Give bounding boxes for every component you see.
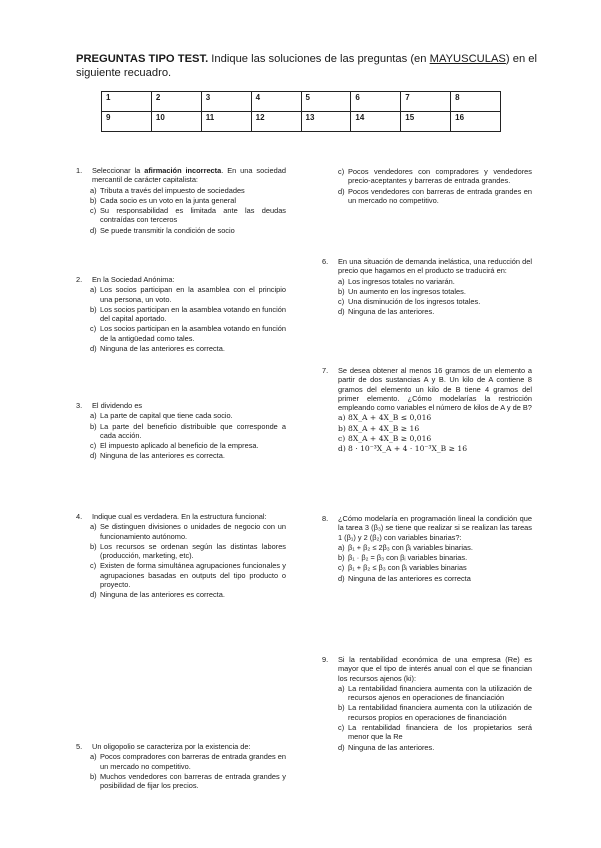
question-number: 8. xyxy=(322,514,329,523)
option[interactable]: b) Los recursos se ordenan según las distintas labores (producción, marketing, etc). xyxy=(90,541,286,561)
question-stem: Se desea obtener al menos 16 gramos de un elemento a partir de dos sustancias A y B. Un kilo de A contiene 8 gramos del elemento un kilo de B tiene 4 gramos del primer elemento. ¿Cómo modelarías la restricción empleando como variables el número de kilos de A y de B? xyxy=(338,366,532,413)
answer-cell[interactable]: 14 xyxy=(351,112,401,132)
answer-grid xyxy=(101,91,501,132)
instructions-title: PREGUNTAS TIPO TEST. xyxy=(76,53,209,65)
question-stem: Seleccionar la afirmación incorrecta. En una sociedad mercantil de carácter capitalista: xyxy=(92,166,286,185)
option[interactable]: d) Se puede transmitir la condición de socio xyxy=(90,225,235,235)
option[interactable]: d) Ninguna de las anteriores es correcta. xyxy=(90,451,225,461)
question-9 xyxy=(322,655,532,752)
answer-cell[interactable]: 10 xyxy=(151,112,201,132)
question-number: 4. xyxy=(76,512,83,521)
question-stem: En una situación de demanda inelástica, una reducción del precio que hagamos en el producto se traducirá en: xyxy=(338,257,532,276)
question-4 xyxy=(76,512,286,600)
option[interactable]: d) Ninguna de las anteriores es correcta. xyxy=(90,344,225,354)
answer-cell[interactable]: 5 xyxy=(301,92,351,112)
option[interactable]: b) Los socios participan en la asamblea votando en función del capital aportado. xyxy=(90,304,286,324)
option[interactable]: a) Los ingresos totales no variarán. xyxy=(338,276,455,286)
question-number: 3. xyxy=(76,401,83,410)
option[interactable]: a) Tributa a través del impuesto de sociedades xyxy=(90,185,245,195)
answer-cell[interactable]: 7 xyxy=(401,92,451,112)
question-5 xyxy=(76,742,286,790)
answer-cell[interactable]: 15 xyxy=(401,112,451,132)
answer-cell[interactable]: 4 xyxy=(251,92,301,112)
option[interactable]: d) Ninguna de las anteriores es correcta xyxy=(338,573,471,583)
question-stem: En la Sociedad Anónima: xyxy=(92,275,175,284)
option[interactable]: a) Los socios participan en la asamblea con el principio una persona, un voto. xyxy=(90,285,286,304)
option[interactable]: b) La rentabilidad financiera aumenta con la utilización de recursos propios en operaciones de financiación xyxy=(338,703,532,722)
option[interactable]: a) La rentabilidad financiera aumenta con la utilización de recursos ajenos en operaciones de financiación xyxy=(338,683,532,703)
option[interactable]: d) Ninguna de las anteriores. xyxy=(338,307,435,317)
option[interactable]: c) 8X_A + 4X_B ≥ 0,016 xyxy=(338,434,432,444)
answer-row xyxy=(102,92,501,112)
answer-cell[interactable]: 1 xyxy=(102,92,152,112)
option[interactable]: c) Una disminución de los ingresos totales. xyxy=(338,297,481,307)
question-2 xyxy=(76,275,286,353)
question-stem: Un oligopolio se caracteriza por la existencia de: xyxy=(92,742,251,751)
instructions-text-end: ) en el siguiente recuadro. xyxy=(76,53,537,79)
option[interactable]: b) 8X_A + 4X_B ≥ 16 xyxy=(338,423,420,433)
question-5-continued xyxy=(322,166,532,205)
question-stem: El dividendo es xyxy=(92,401,143,410)
question-7 xyxy=(322,366,532,454)
option[interactable]: c) Los socios participan en la asamblea votando en función de la antigüedad como tales. xyxy=(90,324,286,343)
option[interactable]: a) Pocos compradores con barreras de entrada grandes en un mercado no competitivo. xyxy=(90,752,286,771)
question-3 xyxy=(76,401,286,461)
answer-cell[interactable]: 12 xyxy=(251,112,301,132)
option[interactable]: c) La rentabilidad financiera de los propietarios será menor que la Re xyxy=(338,723,532,742)
option[interactable]: a) 8X_A + 4X_B ≤ 0,016 xyxy=(338,413,432,423)
option[interactable]: a) β₁ + β₂ ≤ 2β₃ con βᵢ variables binarias. xyxy=(338,542,473,552)
answer-cell[interactable]: 16 xyxy=(451,112,501,132)
answer-cell[interactable]: 11 xyxy=(201,112,251,132)
instructions xyxy=(76,52,556,80)
option[interactable]: c) Pocos vendedores con compradores y vendedores precio-aceptantes y barreras de entrada grandes. xyxy=(338,167,532,186)
question-stem: Indique cual es verdadera. En la estructura funcional: xyxy=(92,512,267,521)
option[interactable]: a) La parte de capital que tiene cada socio. xyxy=(90,411,233,421)
answer-cell[interactable]: 2 xyxy=(151,92,201,112)
option[interactable]: b) Muchos vendedores con barreras de entrada grandes y posibilidad de fijar los precios. xyxy=(90,771,286,791)
option[interactable]: c) Su responsabilidad es limitada ante las deudas contraídas con terceros xyxy=(90,206,286,225)
question-number: 9. xyxy=(322,655,329,664)
question-number: 6. xyxy=(322,257,329,266)
question-8 xyxy=(322,514,532,583)
question-number: 1. xyxy=(76,166,83,175)
answer-cell[interactable]: 13 xyxy=(301,112,351,132)
option[interactable]: c) β₁ + β₂ ≤ β₃ con βᵢ variables binarias xyxy=(338,563,467,573)
answer-cell[interactable]: 3 xyxy=(201,92,251,112)
question-number: 2. xyxy=(76,275,83,284)
answer-cell[interactable]: 6 xyxy=(351,92,401,112)
option[interactable]: b) Un aumento en los ingresos totales. xyxy=(338,286,466,296)
option[interactable]: b) Cada socio es un voto en la junta general xyxy=(90,195,236,205)
question-stem: ¿Cómo modelaría en programación lineal la condición que la tarea 3 (β₃) se tiene que realizar si se realizan las tareas 1 (β₁) y 2 (β₂) con variables binarias?: xyxy=(338,514,532,542)
option[interactable]: b) La parte del beneficio distribuible que corresponde a cada acción. xyxy=(90,421,286,440)
question-number: 5. xyxy=(76,742,83,751)
answer-cell[interactable]: 9 xyxy=(102,112,152,132)
option[interactable]: d) Pocos vendedores con barreras de entrada grandes en un mercado no competitivo. xyxy=(338,186,532,205)
answer-cell[interactable]: 8 xyxy=(451,92,501,112)
question-6 xyxy=(322,257,532,317)
instructions-emphasis: MAYUSCULAS xyxy=(429,53,506,65)
answer-row xyxy=(102,112,501,132)
option[interactable]: d) Ninguna de las anteriores. xyxy=(338,742,435,752)
option[interactable]: c) Existen de forma simultánea agrupaciones funcionales y agrupaciones basadas en outputs del tipo producto o proyecto. xyxy=(90,561,286,590)
option[interactable]: d) 8 · 10⁻³X_A + 4 · 10⁻³X_B ≥ 16 xyxy=(338,444,468,454)
question-number: 7. xyxy=(322,366,329,375)
question-1 xyxy=(76,166,286,235)
option[interactable]: c) El impuesto aplicado al beneficio de la empresa. xyxy=(90,441,259,451)
option[interactable]: d) Ninguna de las anteriores es correcta. xyxy=(90,590,225,600)
option[interactable]: b) β₁ · β₂ = β₃ con βᵢ variables binarias. xyxy=(338,553,468,563)
question-stem: Si la rentabilidad económica de una empresa (Re) es mayor que el tipo de interés anual con el que se financian los recursos ajenos (ki): xyxy=(338,655,532,683)
instructions-text: Indique las soluciones de las preguntas (en xyxy=(208,53,430,65)
option[interactable]: a) Se distinguen divisiones o unidades de negocio con un funcionamiento autónomo. xyxy=(90,522,286,541)
